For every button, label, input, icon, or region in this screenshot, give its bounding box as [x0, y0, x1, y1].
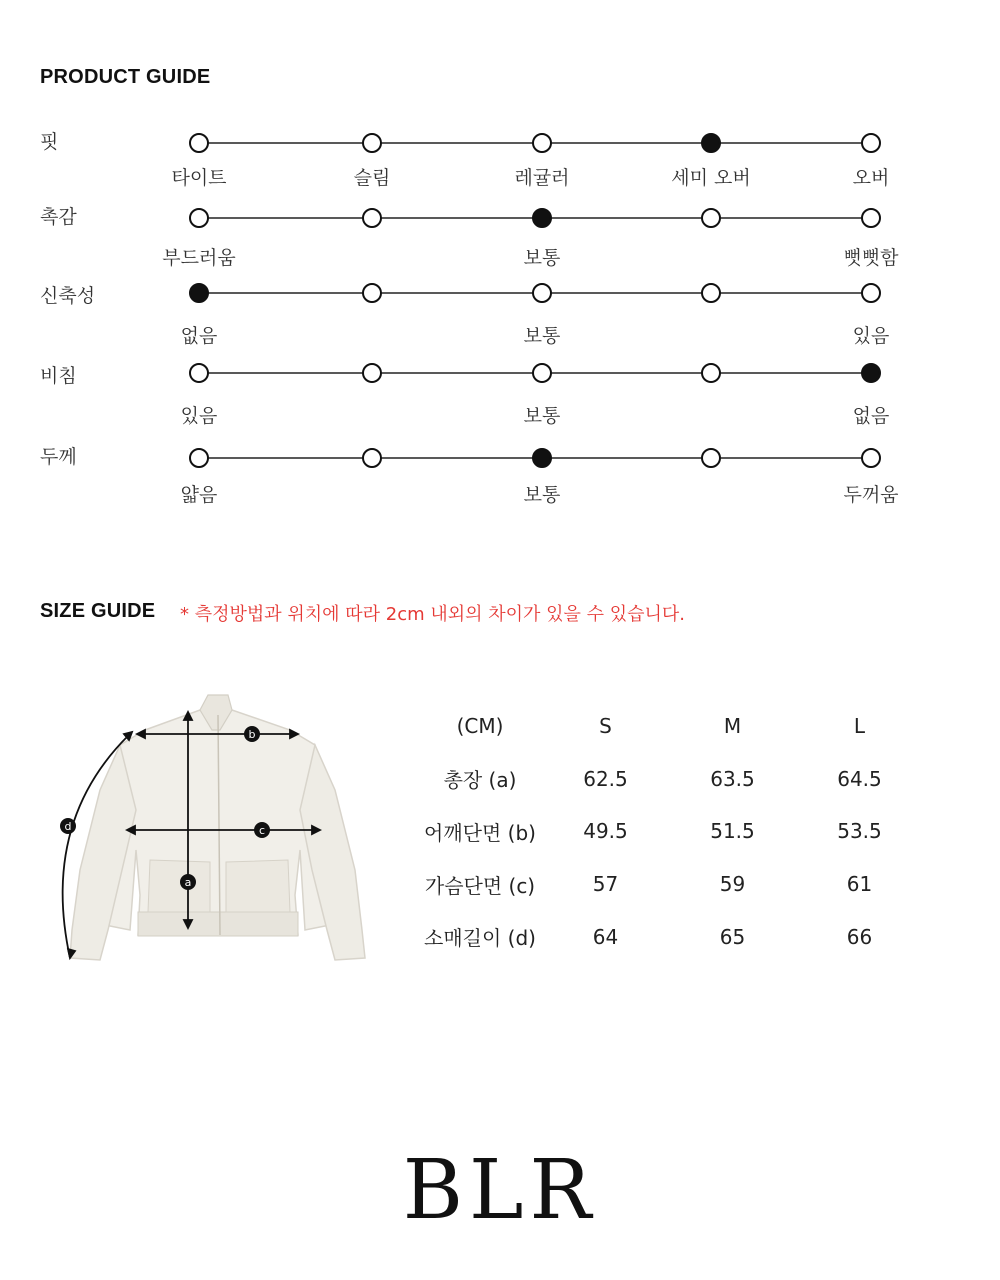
scale-dot [363, 449, 381, 467]
header-unit: (CM) [456, 714, 504, 739]
marker-a-label: a [184, 876, 192, 889]
cell-value: 64 [592, 924, 619, 949]
scale-dot-selected [862, 364, 880, 382]
cell-value: 59 [719, 872, 746, 897]
size-table-header [418, 700, 923, 753]
cell-value: 63.5 [710, 766, 755, 791]
cell-value: 51.5 [710, 819, 755, 844]
marker-d [60, 818, 76, 834]
scale-level-label: 레귤러 [514, 167, 570, 189]
table-row [418, 753, 923, 806]
cell-value: 66 [846, 924, 873, 949]
scale-label: 핏 [40, 131, 59, 153]
scale-level-label: 세미 오버 [671, 167, 751, 189]
scale-dot [363, 209, 381, 227]
scale-level-label: 보통 [523, 325, 561, 347]
scale-level-label: 오버 [852, 167, 890, 189]
scale-level-label: 뻣뻣함 [843, 247, 899, 269]
scale-level-label: 슬림 [353, 167, 391, 189]
header-size-s: S [599, 714, 612, 739]
size-guide-title: SIZE GUIDE [40, 600, 156, 622]
scale-dot [862, 449, 880, 467]
scale-level-label: 부드러움 [162, 247, 236, 269]
scale-dot [702, 364, 720, 382]
scale-dot [190, 364, 208, 382]
scale-level-label: 보통 [523, 247, 561, 269]
row-label: 가슴단면 (c) [424, 873, 536, 898]
scale-dot-selected [190, 284, 208, 302]
scale-dot [190, 449, 208, 467]
scale-dot [363, 284, 381, 302]
table-row [418, 910, 923, 963]
marker-d-label: d [64, 820, 72, 833]
jacket-measurement-diagram [50, 690, 380, 970]
scale-dot [862, 209, 880, 227]
scale-dot [862, 134, 880, 152]
header-size-m: M [723, 714, 742, 739]
scale-dot [702, 284, 720, 302]
scale-dot-selected [533, 449, 551, 467]
scale-label: 신축성 [40, 285, 96, 307]
scale-level-label: 있음 [852, 325, 890, 347]
scale-level-label: 얇음 [180, 484, 218, 506]
cell-value: 61 [846, 872, 873, 897]
marker-b [244, 726, 260, 742]
scale-dot [533, 364, 551, 382]
size-guide-note: * 측정방법과 위치에 따라 2cm 내외의 차이가 있을 수 있습니다. [180, 604, 686, 625]
scale-label: 촉감 [40, 206, 77, 228]
scale-level-label: 타이트 [171, 167, 227, 189]
scale-level-label: 없음 [180, 325, 218, 347]
marker-b-label: b [248, 728, 256, 741]
scale-dot-selected [702, 134, 720, 152]
size-table [418, 700, 923, 963]
table-row [418, 805, 923, 858]
cell-value: 49.5 [583, 819, 628, 844]
header-size-l: L [853, 714, 866, 739]
scale-dot [533, 134, 551, 152]
product-guide-title: PRODUCT GUIDE [40, 66, 211, 88]
scale-level-label: 두꺼움 [843, 484, 899, 506]
marker-a [180, 874, 196, 890]
scale-level-label: 보통 [523, 405, 561, 427]
row-label: 어깨단면 (b) [424, 820, 536, 845]
scale-dot [190, 134, 208, 152]
marker-c-label: c [258, 824, 266, 837]
scale-dot [190, 209, 208, 227]
scale-dot [862, 284, 880, 302]
scale-dot [363, 364, 381, 382]
scale-dot-selected [533, 209, 551, 227]
row-label: 총장 (a) [443, 768, 517, 793]
cell-value: 53.5 [837, 819, 882, 844]
scale-dot [702, 209, 720, 227]
scale-dot [702, 449, 720, 467]
table-row [418, 858, 923, 911]
cell-value: 64.5 [837, 766, 882, 791]
scale-dot [533, 284, 551, 302]
scale-label: 두께 [40, 446, 77, 468]
cell-value: 62.5 [583, 766, 628, 791]
marker-c [254, 822, 270, 838]
scale-level-label: 보통 [523, 484, 561, 506]
row-label: 소매길이 (d) [424, 926, 536, 951]
scale-dot [363, 134, 381, 152]
scale-level-label: 없음 [852, 405, 890, 427]
cell-value: 65 [719, 924, 746, 949]
brand-logo: BLR [402, 1143, 598, 1238]
scale-level-label: 있음 [180, 405, 218, 427]
cell-value: 57 [592, 872, 619, 897]
scale-label: 비침 [40, 365, 77, 387]
